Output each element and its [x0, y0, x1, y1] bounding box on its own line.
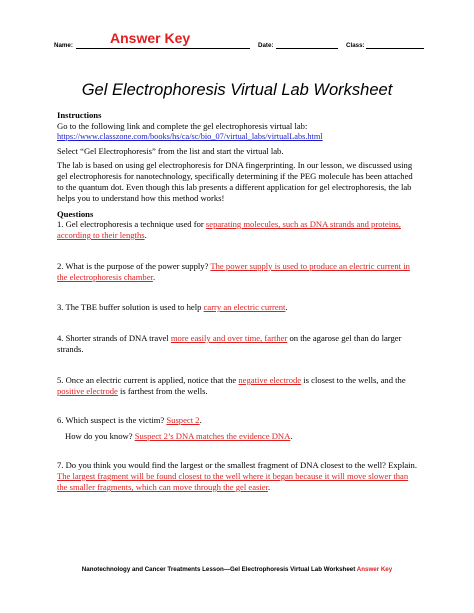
instructions-heading: Instructions: [57, 110, 102, 120]
class-field[interactable]: [366, 48, 424, 49]
answer-6a: Suspect 2: [166, 415, 200, 425]
footer: Nanotechnology and Cancer Treatments Lesson—Gel Electrophoresis Virtual Lab Worksheet Answer Key: [81, 566, 393, 573]
question-2: 2. What is the purpose of the power supply? The power supply is used to produce an electric current in the electrophoresis chamber.: [57, 261, 410, 282]
question-5: 5. Once an electric current is applied, notice that the negative electrode is closest to the wells, and the positive electrode is farthest from the wells.: [57, 375, 406, 396]
answer-5a: negative electrode: [238, 375, 302, 385]
answer-key-stamp: Answer Key: [110, 30, 191, 46]
name-field[interactable]: [76, 48, 250, 49]
footer-answer-key: Answer Key: [356, 566, 393, 573]
answer-6b: Suspect 2’s DNA matches the evidence DNA: [134, 431, 291, 441]
answer-1: separating molecules, such as DNA strands and proteins, according to their lengths: [57, 219, 401, 240]
class-label: Class:: [346, 42, 365, 49]
answer-4: more easily and over time, farther: [170, 333, 288, 343]
question-3: 3. The TBE buffer solution is used to help carry an electric current.: [57, 302, 288, 312]
select-instruction: Select “Gel Electrophoresis” from the list and start the virtual lab.: [57, 146, 284, 156]
page-title: Gel Electrophoresis Virtual Lab Worksheet: [81, 81, 393, 99]
answer-5b: positive electrode: [57, 386, 118, 396]
date-field[interactable]: [276, 48, 338, 49]
question-7: 7. Do you think you would find the largest or the smallest fragment of DNA closest to the well? Explain. The largest fragment will be found closest to the well where it began because it will move slower than the smaller fragments, which can move through the gel easier.: [57, 460, 417, 492]
questions-heading: Questions: [57, 209, 94, 219]
instructions-line: Go to the following link and complete the gel electrophoresis virtual lab:: [57, 121, 308, 131]
answer-2: The power supply is used to produce an electric current in the electrophoresis chamber: [57, 261, 410, 282]
question-6-followup: How do you know? Suspect 2’s DNA matches the evidence DNA.: [65, 431, 293, 441]
question-6: 6. Which suspect is the victim? Suspect 2.: [57, 415, 202, 425]
date-label: Date:: [258, 42, 274, 49]
lab-description: The lab is based on using gel electrophoresis for DNA fingerprinting. In our lesson, we discussed using gel electrophoresis for nanotechnology, specifically determining if the PEG molecule has been attached to the quantum dot. Even though this lab presents a different application for gel electrophoresis, the lab helps you to understand how this method works!: [57, 160, 413, 203]
question-4: 4. Shorter strands of DNA travel more easily and over time, farther on the agarose gel than do larger strands.: [57, 333, 402, 354]
lab-link[interactable]: https://www.classzone.com/books/hs/ca/sc/bio_07/virtual_labs/virtualLabs.html: [57, 132, 323, 141]
answer-7: The largest fragment will be found closest to the well where it began because it will move slower than the smaller fragments, which can move through the gel easier: [57, 471, 409, 492]
question-1: 1. Gel electrophoresis a technique used for separating molecules, such as DNA strands and proteins, according to their lengths.: [57, 219, 401, 240]
name-label: Name:: [54, 42, 73, 49]
answer-3: carry an electric current: [203, 302, 286, 312]
